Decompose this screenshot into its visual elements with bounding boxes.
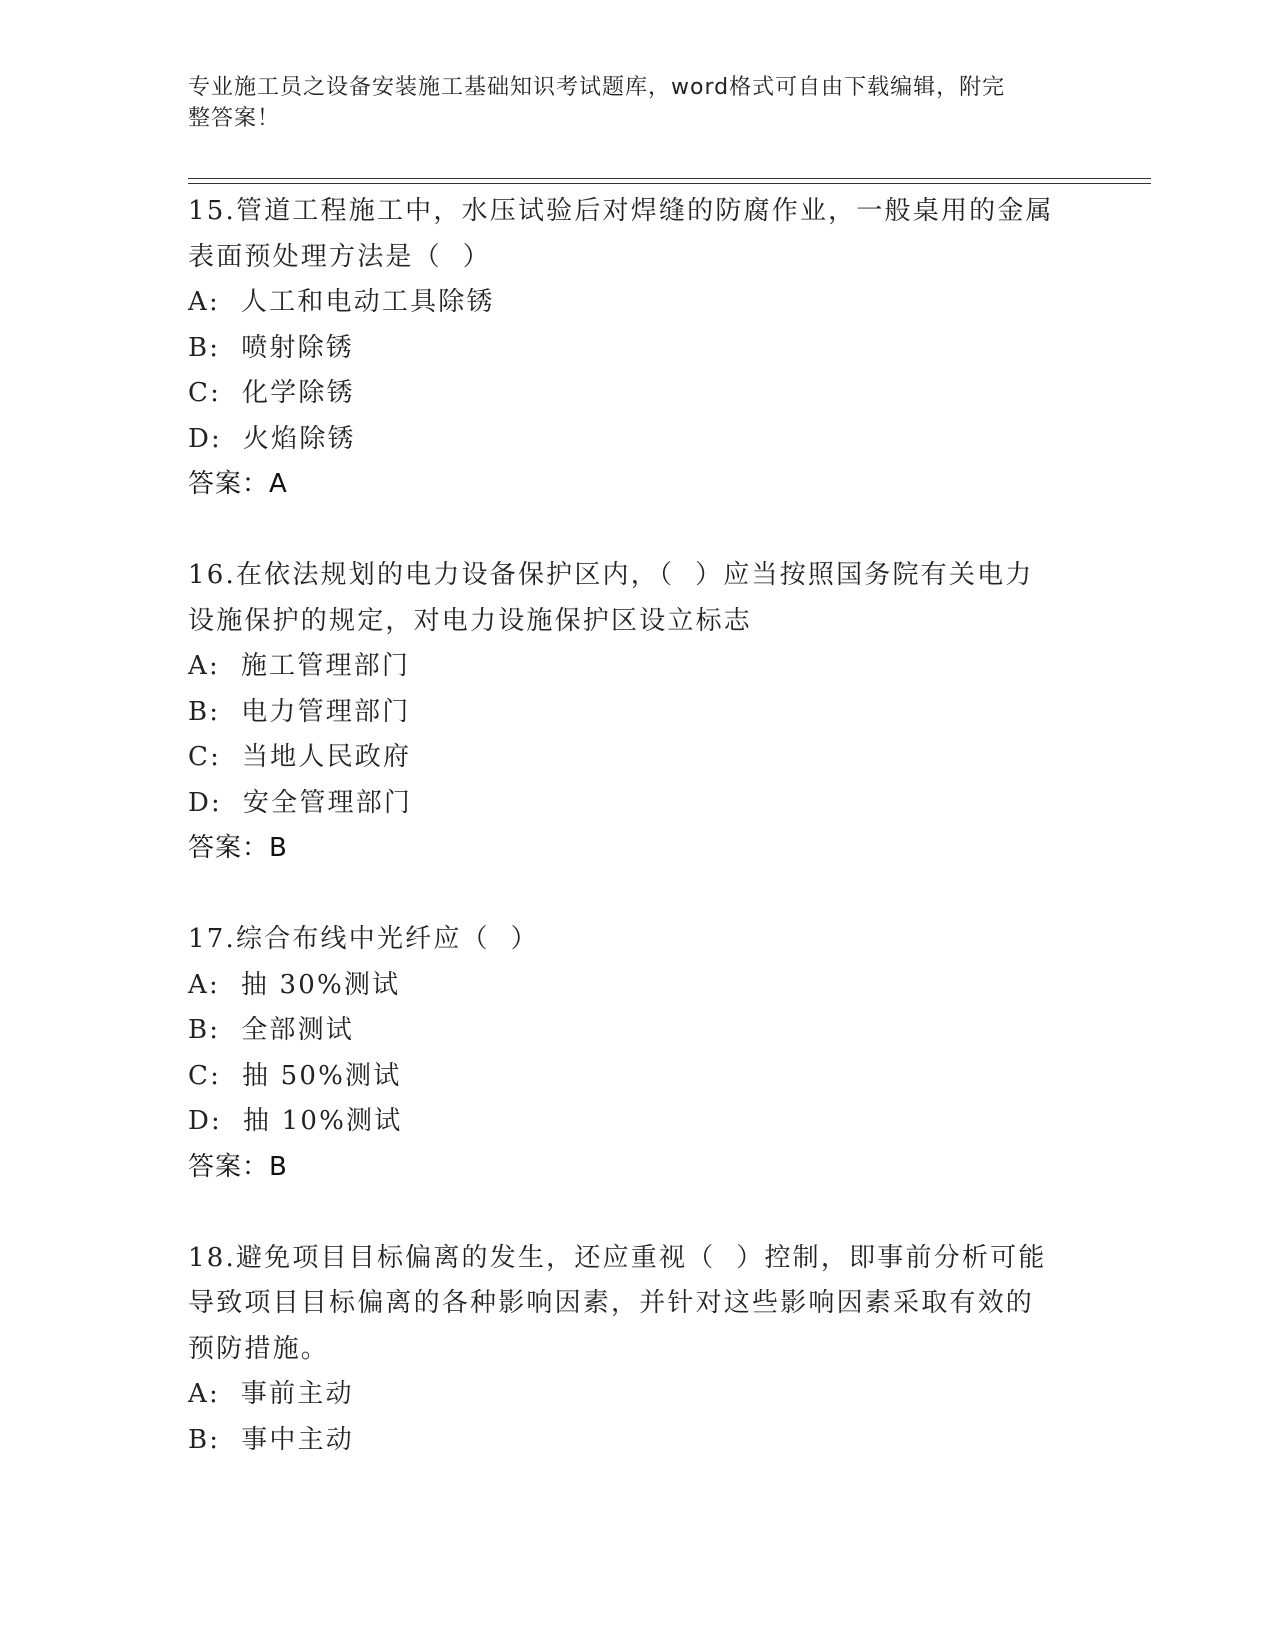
question-17 <box>188 917 1088 1190</box>
option-c: C: 化学除锈 <box>188 378 355 408</box>
header-divider-bottom <box>188 183 1151 184</box>
question-stem-line: 16.在依法规划的电力设备保护区内，（ ）应当按照国务院有关电力 <box>188 560 1034 590</box>
question-stem-line: 表面预处理方法是（ ） <box>188 241 491 272</box>
question-list <box>188 189 1088 1463</box>
option-a: A: 抽 30%测试 <box>188 969 401 1000</box>
question-stem-line: 15.管道工程施工中，水压试验后对焊缝的防腐作业，一般桌用的金属 <box>188 196 1054 226</box>
option-b: B: 电力管理部门 <box>188 696 411 727</box>
option-b: B: 喷射除锈 <box>188 332 354 363</box>
header-line-1: 专业施工员之设备安装施工基础知识考试题库，word格式可自由下载编辑，附完 <box>188 75 1006 100</box>
header-divider-top <box>188 178 1151 179</box>
option-a: A: 事前主动 <box>188 1379 354 1409</box>
option-b: B: 全部测试 <box>188 1015 354 1045</box>
question-16 <box>188 553 1088 872</box>
question-18 <box>188 1236 1088 1464</box>
document-header <box>188 72 1068 134</box>
question-spacer <box>188 872 1088 918</box>
question-stem-line: 设施保护的规定，对电力设施保护区设立标志 <box>188 605 753 636</box>
question-stem-line: 18.避免项目目标偏离的发生，还应重视（ ）控制，即事前分析可能 <box>188 1242 1047 1273</box>
question-stem-line: 17.综合布线中光纤应（ ） <box>188 924 539 954</box>
option-d: D: 抽 10%测试 <box>188 1106 403 1136</box>
question-15 <box>188 189 1088 508</box>
option-a: A: 人工和电动工具除锈 <box>188 287 495 317</box>
option-b: B: 事中主动 <box>188 1424 354 1455</box>
answer-line: 答案：B <box>188 1151 288 1182</box>
question-stem-line: 导致项目目标偏离的各种影响因素，并针对这些影响因素采取有效的 <box>188 1288 1035 1318</box>
question-spacer <box>188 508 1088 554</box>
question-stem-line: 预防措施。 <box>188 1333 330 1364</box>
question-spacer <box>188 1190 1088 1236</box>
answer-line: 答案：A <box>188 469 288 499</box>
option-a: A: 施工管理部门 <box>188 651 411 681</box>
answer-line: 答案：B <box>188 833 288 863</box>
header-line-2: 整答案！ <box>188 106 281 131</box>
option-d: D: 安全管理部门 <box>188 787 413 818</box>
option-c: C: 抽 50%测试 <box>188 1060 402 1091</box>
option-c: C: 当地人民政府 <box>188 742 412 772</box>
option-d: D: 火焰除锈 <box>188 423 356 454</box>
